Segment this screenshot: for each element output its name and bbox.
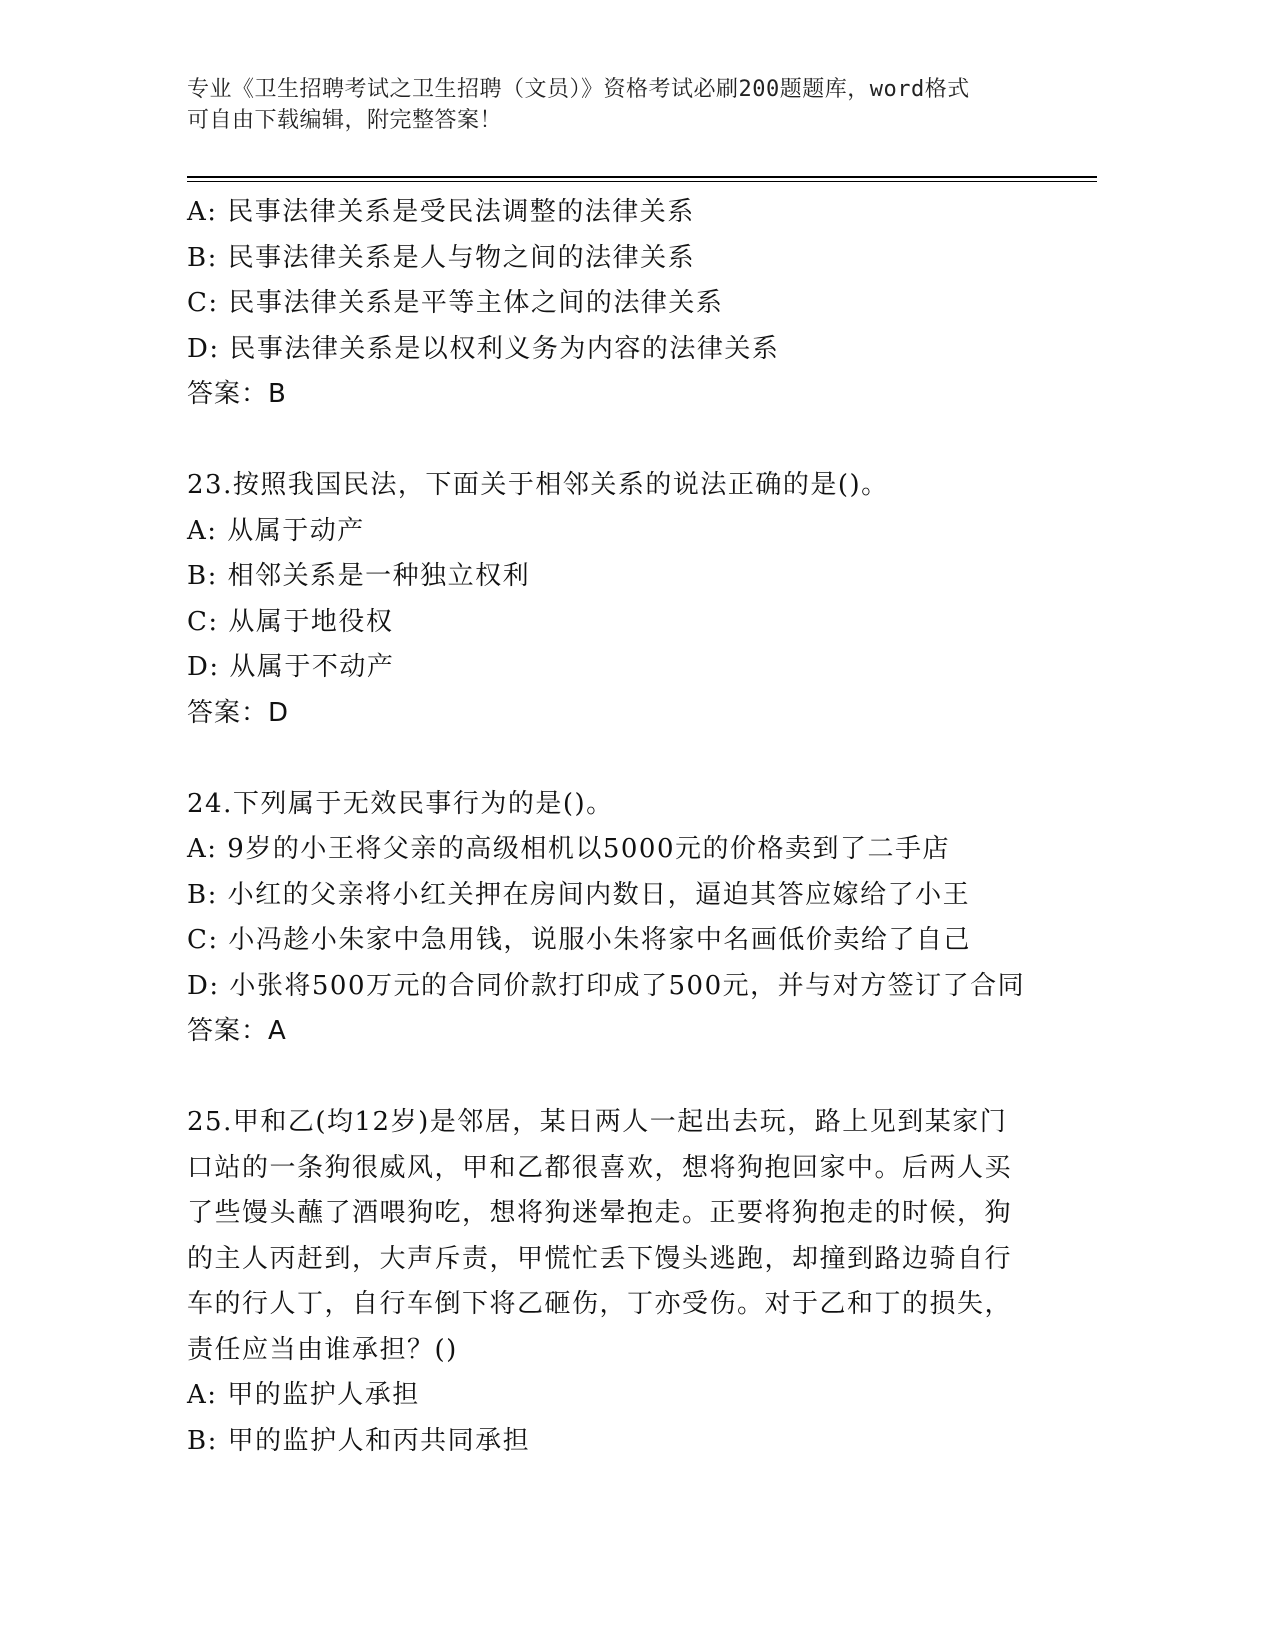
option-c: C: 从属于地役权 (187, 606, 394, 637)
option-b: B: 甲的监护人和丙共同承担 (187, 1425, 531, 1456)
question-stem: 24.下列属于无效民事行为的是()。 (187, 788, 614, 819)
option-b: B: 民事法律关系是人与物之间的法律关系 (187, 242, 696, 273)
question-stem-line: 25.甲和乙(均12岁)是邻居，某日两人一起出去玩，路上见到某家门 (187, 1107, 1008, 1137)
document-header (187, 74, 1087, 136)
option-d: D: 从属于不动产 (187, 652, 395, 682)
spacer (187, 736, 1087, 782)
option-a: A: 9岁的小王将父亲的高级相机以5000元的价格卖到了二手店 (187, 834, 951, 864)
question-24 (187, 782, 1087, 1055)
option-b: B: 小红的父亲将小红关押在房间内数日，逼迫其答应嫁给了小王 (187, 879, 971, 910)
answer-label: 答案：A (187, 1016, 287, 1046)
header-line-1: 专业《卫生招聘考试之卫生招聘（文员）》资格考试必刷200题题库，word格式 (187, 77, 970, 102)
answer-label: 答案：D (187, 697, 290, 728)
question-stem-line: 车的行人丁，自行车倒下将乙砸伤，丁亦受伤。对于乙和丁的损失， (187, 1289, 1013, 1319)
option-b: B: 相邻关系是一种独立权利 (187, 561, 531, 591)
question-23 (187, 463, 1087, 736)
option-c: C: 小冯趁小朱家中急用钱，说服小朱将家中名画低价卖给了自己 (187, 925, 971, 955)
option-c: C: 民事法律关系是平等主体之间的法律关系 (187, 288, 724, 318)
spacer (187, 418, 1087, 464)
question-22 (187, 190, 1087, 418)
option-d: D: 民事法律关系是以权利义务为内容的法律关系 (187, 333, 780, 364)
question-stem-line: 了些馒头蘸了酒喂狗吃，想将狗迷晕抱走。正要将狗抱走的时候，狗 (187, 1198, 1013, 1228)
option-a: A: 民事法律关系是受民法调整的法律关系 (187, 197, 695, 227)
question-25 (187, 1100, 1087, 1464)
question-stem-line: 口站的一条狗很威风，甲和乙都很喜欢，想将狗抱回家中。后两人买 (187, 1152, 1013, 1183)
header-divider-thin (187, 181, 1097, 182)
question-content (187, 190, 1087, 1464)
option-a: A: 从属于动产 (187, 515, 365, 546)
option-a: A: 甲的监护人承担 (187, 1380, 420, 1410)
header-divider-thick (187, 176, 1097, 178)
question-stem: 23.按照我国民法，下面关于相邻关系的说法正确的是()。 (187, 470, 889, 500)
question-stem-line: 的主人丙赶到，大声斥责，甲慌忙丢下馒头逃跑，却撞到路边骑自行 (187, 1243, 1013, 1274)
answer-label: 答案：B (187, 379, 287, 409)
spacer (187, 1055, 1087, 1101)
header-line-2: 可自由下载编辑，附完整答案！ (187, 108, 503, 133)
option-d: D: 小张将500万元的合同价款打印成了500元，并与对方签订了合同 (187, 970, 1026, 1001)
question-stem-line: 责任应当由谁承担？() (187, 1334, 458, 1365)
